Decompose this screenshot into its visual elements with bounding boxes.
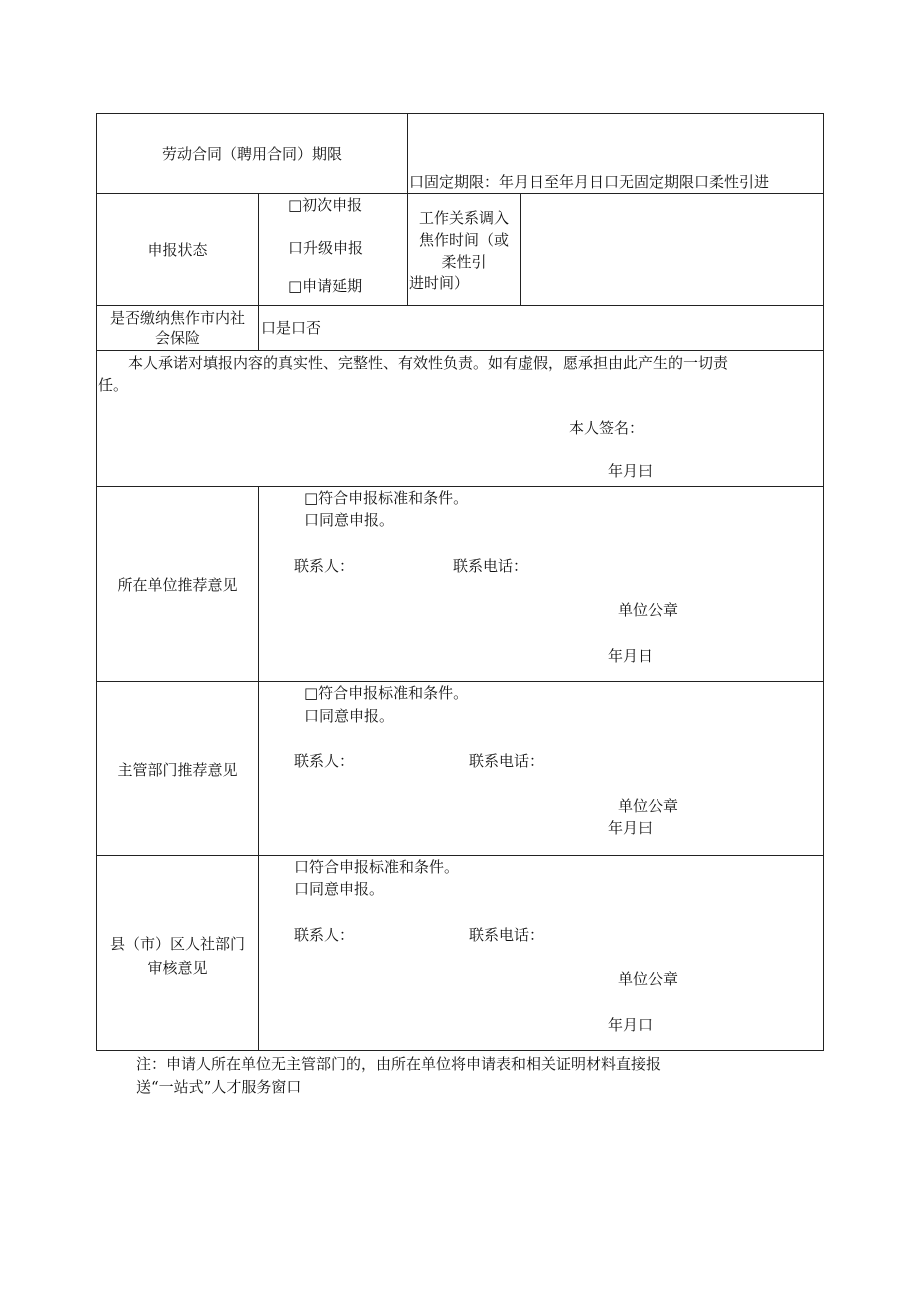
insurance-options-cell <box>258 305 824 351</box>
pledge-text-line1: 本人承诺对填报内容的真实性、完整性、有效性负责。如有虚假，愿承担由此产生的一切责 <box>128 354 729 372</box>
county-seal-label: 单位公章 <box>618 970 679 988</box>
footnote-line1: 注：申请人所在单位无主管部门的，由所在单位将申请表和相关证明材料直接报 <box>136 1055 662 1073</box>
transfer-time-label-line4: 进时间） <box>409 274 470 292</box>
transfer-time-value-cell <box>520 193 824 306</box>
county-date: 年月口 <box>608 1016 654 1034</box>
county-label-line2: 审核意见 <box>147 959 208 977</box>
dept-option-qualified: □符合申报标准和条件。 <box>304 684 469 702</box>
unit-contact-label: 联系人： <box>294 557 355 575</box>
dept-label: 主管部门推荐意见 <box>117 761 238 779</box>
county-option-qualified: 口符合申报标准和条件。 <box>294 858 460 876</box>
dept-contact-label: 联系人： <box>294 752 355 770</box>
pledge-signature-label: 本人签名： <box>569 419 645 437</box>
status-option-extend: □申请延期 <box>288 277 363 295</box>
county-option-agree: 口同意申报。 <box>294 880 385 898</box>
dept-phone-label: 联系电话： <box>469 752 545 770</box>
pledge-date: 年月曰 <box>608 462 654 480</box>
county-contact-label: 联系人： <box>294 926 355 944</box>
transfer-time-label-line2: 焦作时间（或 <box>418 231 509 249</box>
unit-phone-label: 联系电话： <box>453 557 529 575</box>
status-option-upgrade: 口升级申报 <box>288 239 364 257</box>
county-phone-label: 联系电话： <box>469 926 545 944</box>
county-label-line1: 县（市）区人社部门 <box>109 935 245 953</box>
dept-seal-label: 单位公章 <box>618 797 679 815</box>
unit-label: 所在单位推荐意见 <box>117 576 238 594</box>
status-option-initial: □初次申报 <box>288 196 363 214</box>
pledge-text-line2: 任。 <box>98 376 129 394</box>
insurance-label-line1: 是否缴纳焦作市内社 <box>109 309 245 327</box>
transfer-time-label-line3: 柔性引 <box>441 253 487 271</box>
contract-label: 劳动合同（聘用合同）期限 <box>161 145 342 163</box>
dept-option-agree: 口同意申报。 <box>304 707 395 725</box>
unit-date: 年月日 <box>608 647 654 665</box>
transfer-time-label-line1: 工作关系调入 <box>418 209 509 227</box>
status-label: 申报状态 <box>147 241 208 259</box>
insurance-label-line2: 会保险 <box>154 329 200 347</box>
unit-option-agree: 口同意申报。 <box>304 511 395 529</box>
contract-options: 口固定期限：年月日至年月日口无固定期限口柔性引进 <box>409 173 770 191</box>
insurance-options: 口是口否 <box>261 319 322 337</box>
footnote-line2: 送“一站式”人才服务窗口 <box>136 1078 302 1096</box>
unit-seal-label: 单位公章 <box>618 601 679 619</box>
dept-date: 年月曰 <box>608 819 654 837</box>
unit-option-qualified: □符合申报标准和条件。 <box>304 489 469 507</box>
